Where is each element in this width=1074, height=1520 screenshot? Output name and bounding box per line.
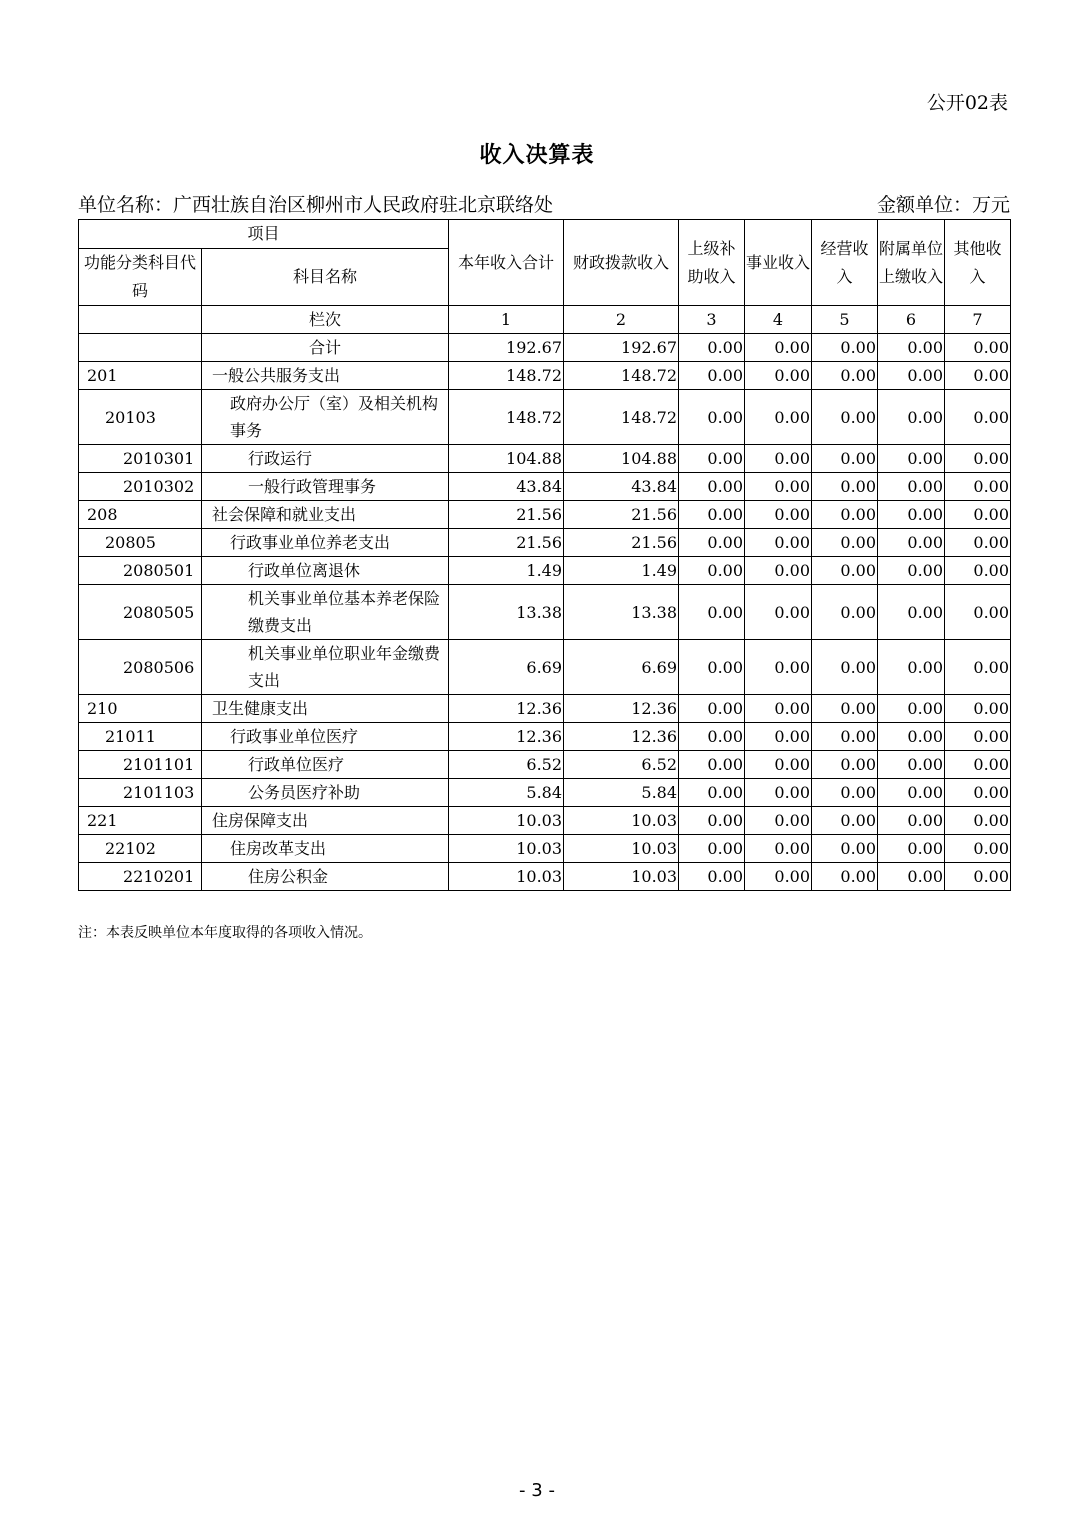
subject-name: 行政单位医疗 — [202, 751, 449, 779]
amount-cell: 21.56 — [564, 501, 679, 529]
column-index-num: 5 — [812, 306, 878, 334]
header-col2: 财政拨款收入 — [564, 220, 679, 306]
table-row — [79, 557, 1011, 585]
amount-cell: 10.03 — [449, 807, 564, 835]
amount-cell: 0.00 — [679, 362, 745, 390]
amount-cell: 12.36 — [449, 723, 564, 751]
subject-name: 卫生健康支出 — [202, 695, 449, 723]
page-title: 收入决算表 — [479, 142, 595, 168]
amount-cell: 5.84 — [564, 779, 679, 807]
amount-cell: 0.00 — [878, 863, 945, 891]
amount-cell: 148.72 — [449, 390, 564, 445]
column-index-label: 栏次 — [202, 306, 449, 334]
amount-cell: 104.88 — [449, 445, 564, 473]
amount-cell: 12.36 — [564, 723, 679, 751]
subject-name: 公务员医疗补助 — [202, 779, 449, 807]
amount-cell: 0.00 — [745, 529, 812, 557]
total-value: 0.00 — [945, 334, 1011, 362]
amount-cell: 0.00 — [679, 473, 745, 501]
table-note: 注：本表反映单位本年度取得的各项收入情况。 — [78, 925, 372, 941]
amount-cell: 0.00 — [945, 529, 1011, 557]
subject-code: 221 — [79, 807, 202, 835]
header-item: 项目 — [79, 220, 449, 249]
subject-name: 行政事业单位医疗 — [202, 723, 449, 751]
amount-cell: 0.00 — [745, 835, 812, 863]
amount-cell: 0.00 — [945, 640, 1011, 695]
total-value: 192.67 — [449, 334, 564, 362]
amount-cell: 6.69 — [564, 640, 679, 695]
page-number: - 3 - — [519, 1480, 555, 1501]
header-col1: 本年收入合计 — [449, 220, 564, 306]
amount-cell: 6.52 — [449, 751, 564, 779]
amount-cell: 0.00 — [878, 557, 945, 585]
subject-code: 22102 — [79, 835, 202, 863]
subject-name: 行政单位离退休 — [202, 557, 449, 585]
subject-name: 住房改革支出 — [202, 835, 449, 863]
amount-cell: 0.00 — [945, 835, 1011, 863]
amount-cell: 0.00 — [812, 723, 878, 751]
column-index-num: 2 — [564, 306, 679, 334]
header-code: 功能分类科目代码 — [79, 249, 202, 306]
subject-code: 2080506 — [79, 640, 202, 695]
amount-cell: 0.00 — [878, 501, 945, 529]
amount-cell: 0.00 — [878, 473, 945, 501]
total-value: 0.00 — [812, 334, 878, 362]
amount-cell: 0.00 — [945, 863, 1011, 891]
subject-name: 行政运行 — [202, 445, 449, 473]
amount-cell: 0.00 — [812, 390, 878, 445]
total-value: 0.00 — [745, 334, 812, 362]
header-col7: 其他收入 — [945, 220, 1011, 306]
amount-cell: 0.00 — [679, 835, 745, 863]
table-row — [79, 390, 1011, 445]
amount-cell: 0.00 — [878, 779, 945, 807]
amount-cell: 0.00 — [945, 585, 1011, 640]
table-row — [79, 723, 1011, 751]
subject-code: 2080501 — [79, 557, 202, 585]
amount-cell: 0.00 — [745, 585, 812, 640]
amount-cell: 0.00 — [745, 863, 812, 891]
amount-cell: 43.84 — [564, 473, 679, 501]
amount-cell: 0.00 — [745, 640, 812, 695]
subject-name: 政府办公厅（室）及相关机构事务 — [202, 390, 449, 445]
amount-cell: 0.00 — [679, 751, 745, 779]
amount-cell: 12.36 — [449, 695, 564, 723]
subject-name: 一般公共服务支出 — [202, 362, 449, 390]
amount-cell: 0.00 — [812, 640, 878, 695]
amount-cell: 0.00 — [745, 362, 812, 390]
amount-cell: 12.36 — [564, 695, 679, 723]
amount-cell: 0.00 — [745, 779, 812, 807]
header-name: 科目名称 — [202, 249, 449, 306]
amount-cell: 0.00 — [878, 585, 945, 640]
amount-cell: 0.00 — [745, 445, 812, 473]
header-col4: 事业收入 — [745, 220, 812, 306]
amount-cell: 1.49 — [564, 557, 679, 585]
total-blank — [79, 334, 202, 362]
amount-cell: 0.00 — [812, 473, 878, 501]
amount-cell: 0.00 — [679, 501, 745, 529]
total-value: 0.00 — [679, 334, 745, 362]
table-row — [79, 445, 1011, 473]
amount-cell: 0.00 — [945, 779, 1011, 807]
amount-cell: 0.00 — [878, 723, 945, 751]
column-index-blank — [79, 306, 202, 334]
amount-cell: 0.00 — [878, 390, 945, 445]
amount-cell: 0.00 — [745, 695, 812, 723]
amount-cell: 0.00 — [945, 362, 1011, 390]
amount-cell: 21.56 — [449, 501, 564, 529]
subject-name: 住房保障支出 — [202, 807, 449, 835]
amount-cell: 0.00 — [878, 835, 945, 863]
subject-code: 201 — [79, 362, 202, 390]
table-row — [79, 807, 1011, 835]
amount-cell: 0.00 — [945, 473, 1011, 501]
amount-cell: 0.00 — [745, 807, 812, 835]
unit-name: 单位名称：广西壮族自治区柳州市人民政府驻北京联络处 — [78, 194, 554, 216]
total-label: 合计 — [202, 334, 449, 362]
amount-cell: 0.00 — [679, 640, 745, 695]
table-row — [79, 640, 1011, 695]
amount-cell: 0.00 — [812, 585, 878, 640]
amount-cell: 21.56 — [564, 529, 679, 557]
amount-cell: 0.00 — [745, 501, 812, 529]
table-row — [79, 695, 1011, 723]
subject-name: 住房公积金 — [202, 863, 449, 891]
amount-cell: 0.00 — [945, 390, 1011, 445]
header-col5: 经营收入 — [812, 220, 878, 306]
amount-cell: 0.00 — [812, 807, 878, 835]
amount-cell: 0.00 — [745, 473, 812, 501]
amount-cell: 43.84 — [449, 473, 564, 501]
amount-unit: 金额单位：万元 — [876, 194, 1010, 216]
subject-code: 20805 — [79, 529, 202, 557]
subject-code: 2101101 — [79, 751, 202, 779]
table-row — [79, 473, 1011, 501]
subject-name: 行政事业单位养老支出 — [202, 529, 449, 557]
amount-cell: 0.00 — [878, 529, 945, 557]
table-row — [79, 835, 1011, 863]
column-index-num: 6 — [878, 306, 945, 334]
amount-cell: 0.00 — [878, 445, 945, 473]
table-row — [79, 362, 1011, 390]
column-index-num: 7 — [945, 306, 1011, 334]
total-row — [79, 334, 1011, 362]
table-row — [79, 863, 1011, 891]
amount-cell: 10.03 — [564, 807, 679, 835]
amount-cell: 0.00 — [679, 585, 745, 640]
amount-cell: 0.00 — [945, 445, 1011, 473]
amount-cell: 0.00 — [812, 362, 878, 390]
column-index-num: 4 — [745, 306, 812, 334]
amount-cell: 1.49 — [449, 557, 564, 585]
amount-cell: 5.84 — [449, 779, 564, 807]
header-col3: 上级补助收入 — [679, 220, 745, 306]
header-col6: 附属单位上缴收入 — [878, 220, 945, 306]
amount-cell: 0.00 — [812, 501, 878, 529]
subject-name: 一般行政管理事务 — [202, 473, 449, 501]
amount-cell: 0.00 — [878, 362, 945, 390]
subject-name: 机关事业单位职业年金缴费支出 — [202, 640, 449, 695]
amount-cell: 0.00 — [812, 557, 878, 585]
amount-cell: 0.00 — [878, 751, 945, 779]
header-row-1 — [79, 220, 1011, 249]
amount-cell: 0.00 — [812, 529, 878, 557]
table-row — [79, 585, 1011, 640]
amount-cell: 148.72 — [564, 390, 679, 445]
subject-code: 20103 — [79, 390, 202, 445]
amount-cell: 0.00 — [679, 807, 745, 835]
column-index-num: 3 — [679, 306, 745, 334]
subject-code: 2101103 — [79, 779, 202, 807]
table-row — [79, 501, 1011, 529]
income-table — [78, 219, 1011, 891]
amount-cell: 0.00 — [945, 695, 1011, 723]
amount-cell: 0.00 — [679, 390, 745, 445]
subject-name: 社会保障和就业支出 — [202, 501, 449, 529]
amount-cell: 0.00 — [679, 529, 745, 557]
amount-cell: 0.00 — [878, 695, 945, 723]
total-value: 192.67 — [564, 334, 679, 362]
amount-cell: 0.00 — [679, 863, 745, 891]
amount-cell: 0.00 — [945, 807, 1011, 835]
amount-cell: 0.00 — [945, 751, 1011, 779]
amount-cell: 148.72 — [449, 362, 564, 390]
amount-cell: 0.00 — [812, 445, 878, 473]
subject-code: 2210201 — [79, 863, 202, 891]
amount-cell: 0.00 — [679, 779, 745, 807]
column-index-row — [79, 306, 1011, 334]
amount-cell: 10.03 — [449, 835, 564, 863]
amount-cell: 0.00 — [812, 863, 878, 891]
total-value: 0.00 — [878, 334, 945, 362]
amount-cell: 148.72 — [564, 362, 679, 390]
amount-cell: 13.38 — [449, 585, 564, 640]
amount-cell: 0.00 — [812, 779, 878, 807]
column-index-num: 1 — [449, 306, 564, 334]
amount-cell: 0.00 — [679, 557, 745, 585]
amount-cell: 21.56 — [449, 529, 564, 557]
amount-cell: 0.00 — [679, 695, 745, 723]
amount-cell: 0.00 — [745, 751, 812, 779]
amount-cell: 0.00 — [945, 723, 1011, 751]
amount-cell: 10.03 — [449, 863, 564, 891]
amount-cell: 0.00 — [878, 807, 945, 835]
amount-cell: 104.88 — [564, 445, 679, 473]
table-row — [79, 751, 1011, 779]
amount-cell: 0.00 — [812, 695, 878, 723]
subject-code: 2010301 — [79, 445, 202, 473]
amount-cell: 0.00 — [812, 835, 878, 863]
form-number: 公开02表 — [926, 92, 1008, 114]
subject-code: 2010302 — [79, 473, 202, 501]
amount-cell: 0.00 — [679, 445, 745, 473]
subject-code: 2080505 — [79, 585, 202, 640]
amount-cell: 0.00 — [812, 751, 878, 779]
amount-cell: 6.69 — [449, 640, 564, 695]
amount-cell: 0.00 — [878, 640, 945, 695]
amount-cell: 0.00 — [745, 723, 812, 751]
subject-code: 21011 — [79, 723, 202, 751]
table-row — [79, 779, 1011, 807]
amount-cell: 0.00 — [745, 390, 812, 445]
amount-cell: 6.52 — [564, 751, 679, 779]
amount-cell: 0.00 — [745, 557, 812, 585]
amount-cell: 0.00 — [945, 557, 1011, 585]
amount-cell: 0.00 — [679, 723, 745, 751]
amount-cell: 0.00 — [945, 501, 1011, 529]
subject-code: 210 — [79, 695, 202, 723]
subject-name: 机关事业单位基本养老保险缴费支出 — [202, 585, 449, 640]
amount-cell: 13.38 — [564, 585, 679, 640]
amount-cell: 10.03 — [564, 863, 679, 891]
table-row — [79, 529, 1011, 557]
amount-cell: 10.03 — [564, 835, 679, 863]
subject-code: 208 — [79, 501, 202, 529]
